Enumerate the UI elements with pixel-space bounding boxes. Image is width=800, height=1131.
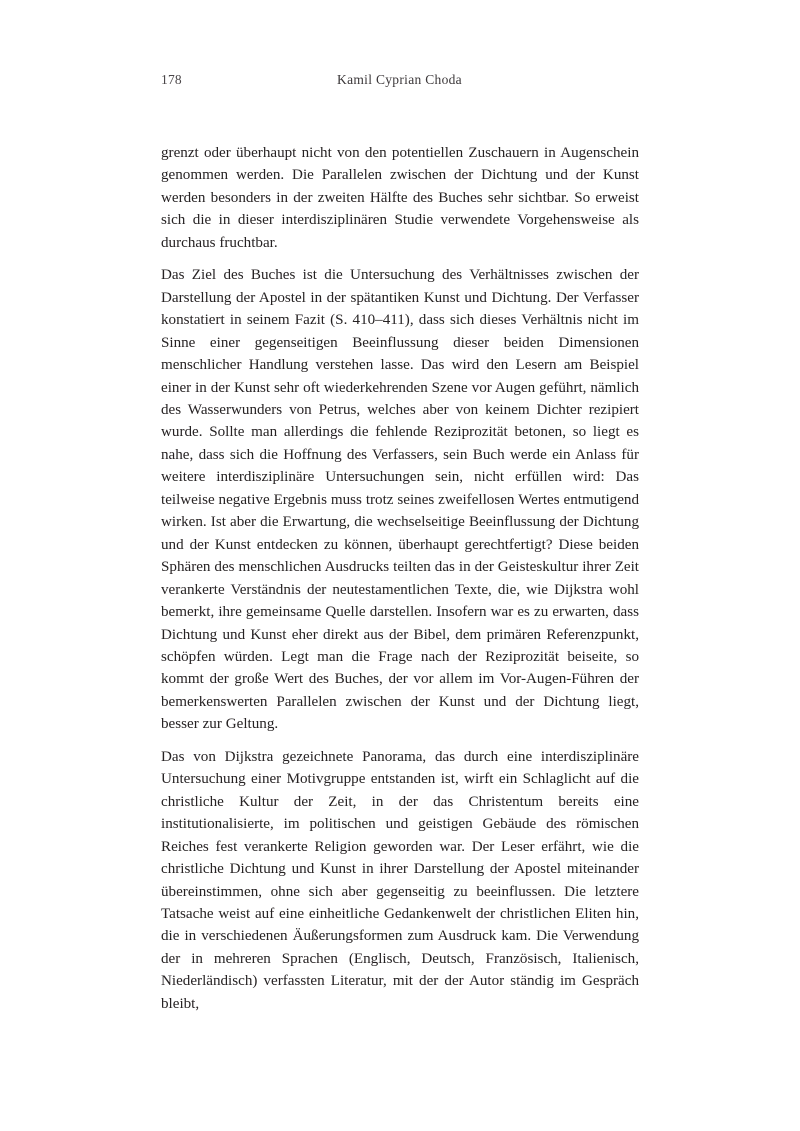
paragraph: Das von Dijkstra gezeichnete Panorama, das durch eine interdisziplinäre Untersuchung einer Motivgruppe entstanden ist, wirft ein Schlaglicht auf die christliche Kultur der Zeit, in der das Christentum bereits eine institutionalisierte, im politischen und geistigen Gebäude des römischen Reiches fest verankerte Religion geworden war. Der Leser erfährt, wie die christliche Dichtung und Kunst in ihrer Darstellung der Apostel miteinander übereinstimmen, ohne sich aber gegenseitig zu beeinflussen. Die letztere Tatsache weist auf eine einheitliche Gedankenwelt der christlichen Eliten hin, die in verschiedenen Äußerungsformen zum Ausdruck kam. Die Verwendung der in mehreren Sprachen (Englisch, Deutsch, Französisch, Italienisch, Niederländisch) verfassten Literatur, mit der der Autor ständig im Gespräch bleibt, xyxy=(161,748,639,1012)
page-number: 178 xyxy=(161,72,182,87)
running-header xyxy=(161,72,638,92)
body-text-block xyxy=(161,142,639,1015)
running-head-title: Kamil Cyprian Choda xyxy=(337,72,462,87)
paragraph: Das Ziel des Buches ist die Untersuchung des Verhältnisses zwischen der Darstellung der Apostel in der spätantiken Kunst und Dichtung. Der Verfasser konstatiert in seinem Fazit (S. 410–411), dass sich dieses Verhältnis nicht im Sinne einer gegenseitigen Beeinflussung dieser beiden Dimensionen menschlicher Handlung verstehen lasse. Das wird den Lesern am Beispiel einer in der Kunst sehr oft wiederkehrenden Szene vor Augen geführt, nämlich des Wasserwunders von Petrus, welches aber von keinem Dichter rezipiert wurde. Sollte man allerdings die fehlende Reziprozität betonen, so liegt es nahe, dass sich die Hoffnung des Verfassers, sein Buch werde ein Anlass für weitere interdisziplinäre Untersuchungen sein, nicht erfüllen wird: Das teilweise negative Ergebnis muss trotz seines zweifellosen Wertes entmutigend wirken. Ist aber die Erwartung, die wechselseitige Beeinflussung der Dichtung und der Kunst entdecken zu können, überhaupt gerechtfertigt? Diese beiden Sphären des menschlichen Ausdrucks teilten das in der Geisteskultur ihrer Zeit verankerte Verständnis der neutestamentlichen Texte, die, wie Dijkstra wohl bemerkt, ihre gemeinsame Quelle darstellen. Insofern war es zu erwarten, dass Dichtung und Kunst eher direkt aus der Bibel, dem primären Referenzpunkt, schöpfen würden. Legt man die Frage nach der Reziprozität beiseite, so kommt der große Wert des Buches, der vor allem im Vor-Augen-Führen der bemerkenswerten Parallelen zwischen der Kunst und der Dichtung liegt, besser zur Geltung. xyxy=(161,267,639,733)
paragraph: grenzt oder überhaupt nicht von den potentiellen Zuschauern in Augenschein genommen werden. Die Parallelen zwischen der Dichtung und der Kunst werden besonders in der zweiten Hälfte des Buches sehr sichtbar. So erweist sich die in dieser interdisziplinären Studie verwendete Vorgehensweise als durchaus fruchtbar. xyxy=(161,145,639,251)
